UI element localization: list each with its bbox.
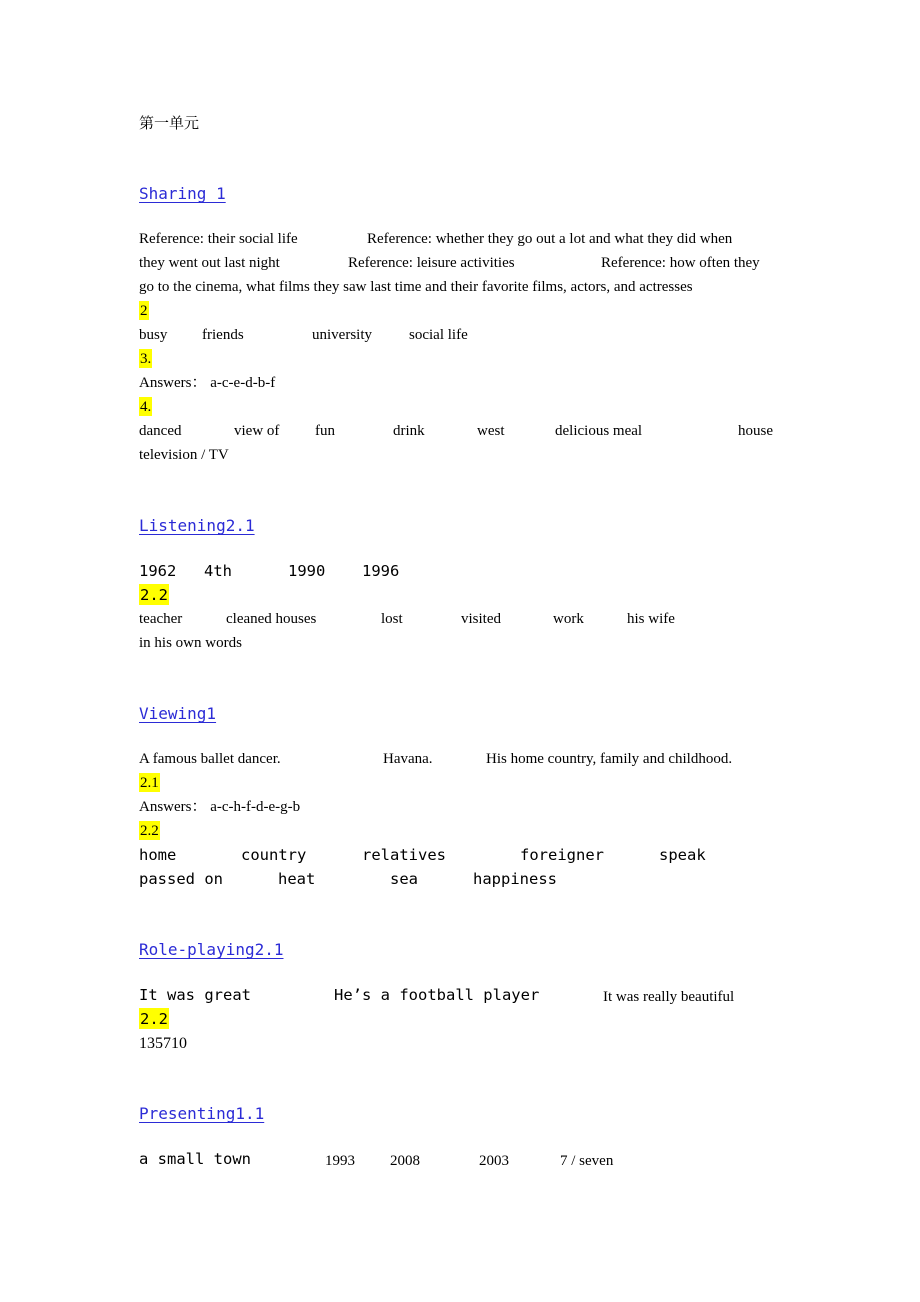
unit-title: 第一单元 xyxy=(139,114,200,132)
viewing-q22-answer: home xyxy=(139,846,177,864)
sharing-q4-answer: television / TV xyxy=(139,447,229,463)
viewing-q22-answer: happiness xyxy=(473,870,557,888)
sharing-q4-label: 4. xyxy=(140,399,152,415)
sharing-q1-answer: Reference: leisure activities xyxy=(348,255,515,271)
listening-q1-answer: 4th xyxy=(204,562,232,580)
roleplaying-q1-answer: He’s a football player xyxy=(334,986,540,1004)
presenting-q1-answer: 1993 xyxy=(325,1153,355,1169)
listening-q2-answer: teacher xyxy=(139,611,183,627)
viewing-q22-answer: speak xyxy=(659,846,706,864)
sharing-q4-answer: fun xyxy=(315,423,335,439)
listening-q2-answer: lost xyxy=(381,611,403,627)
section-heading-presenting[interactable]: Presenting1.1 xyxy=(139,1104,265,1123)
sharing-q4-answer: west xyxy=(477,423,505,439)
sharing-q4-answer: delicious meal xyxy=(555,423,643,439)
sharing-q1-answer: Reference: their social life xyxy=(139,231,298,247)
viewing-q22-answer: foreigner xyxy=(520,846,604,864)
viewing-q22-answer: heat xyxy=(278,870,316,888)
viewing-q22-answer: passed on xyxy=(139,870,223,888)
sharing-q3-answer: Answers： a-c-e-d-b-f xyxy=(139,375,276,391)
section-heading-viewing[interactable]: Viewing1 xyxy=(139,704,217,723)
listening-q1-answer: 1962 xyxy=(139,562,177,580)
viewing-q1-answer: Havana. xyxy=(383,751,433,767)
sharing-q4-answer: danced xyxy=(139,423,182,439)
sharing-q1-answer: go to the cinema, what films they saw last time and their favorite films, actors, and actresses xyxy=(139,279,693,295)
sharing-q1-answer: Reference: whether they go out a lot and what they did when xyxy=(367,231,733,247)
sharing-q2-answer: social life xyxy=(409,327,468,343)
viewing-q21-answer: Answers： a-c-h-f-d-e-g-b xyxy=(139,799,301,815)
listening-q2-answer: cleaned houses xyxy=(226,611,317,627)
listening-q1-answer: 1996 xyxy=(362,562,400,580)
viewing-q22-answer: sea xyxy=(390,870,418,888)
listening-q1-answer: 1990 xyxy=(288,562,326,580)
sharing-q4-answer: house xyxy=(738,423,773,439)
viewing-q21-label: 2.1 xyxy=(140,775,159,791)
sharing-q4-answer: view of xyxy=(234,423,280,439)
roleplaying-q1-answer: It was really beautiful xyxy=(603,989,735,1005)
listening-q2-answer: in his own words xyxy=(139,635,242,651)
sharing-q1-answer: they went out last night xyxy=(139,255,280,271)
presenting-q1-answer: a small town xyxy=(139,1150,251,1168)
sharing-q2-label: 2 xyxy=(140,303,148,319)
viewing-q22-answer: relatives xyxy=(362,846,446,864)
viewing-q22-answer: country xyxy=(241,846,307,864)
listening-q2-answer: visited xyxy=(461,611,501,627)
section-heading-listening[interactable]: Listening2.1 xyxy=(139,516,255,535)
viewing-q22-label: 2.2 xyxy=(140,823,159,839)
presenting-q1-answer: 7 / seven xyxy=(560,1153,614,1169)
roleplaying-q1-answer: It was great xyxy=(139,986,251,1004)
roleplaying-q2-answer: 135710 xyxy=(139,1035,187,1052)
viewing-q1-answer: A famous ballet dancer. xyxy=(139,751,281,767)
sharing-q3-label: 3. xyxy=(140,351,152,367)
viewing-q1-answer: His home country, family and childhood. xyxy=(486,751,733,767)
sharing-q1-answer: Reference: how often they xyxy=(601,255,760,271)
presenting-q1-answer: 2003 xyxy=(479,1153,509,1169)
section-heading-sharing[interactable]: Sharing 1 xyxy=(139,184,226,203)
roleplaying-q2-label: 2.2 xyxy=(140,1010,168,1028)
listening-q2-answer: his wife xyxy=(627,611,675,627)
section-heading-roleplaying[interactable]: Role-playing2.1 xyxy=(139,940,284,959)
sharing-q2-answer: friends xyxy=(202,327,244,343)
presenting-q1-answer: 2008 xyxy=(390,1153,420,1169)
sharing-q4-answer: drink xyxy=(393,423,425,439)
listening-q2-answer: work xyxy=(553,611,584,627)
sharing-q2-answer: busy xyxy=(139,327,168,343)
sharing-q2-answer: university xyxy=(312,327,372,343)
listening-q2-label: 2.2 xyxy=(140,586,168,604)
